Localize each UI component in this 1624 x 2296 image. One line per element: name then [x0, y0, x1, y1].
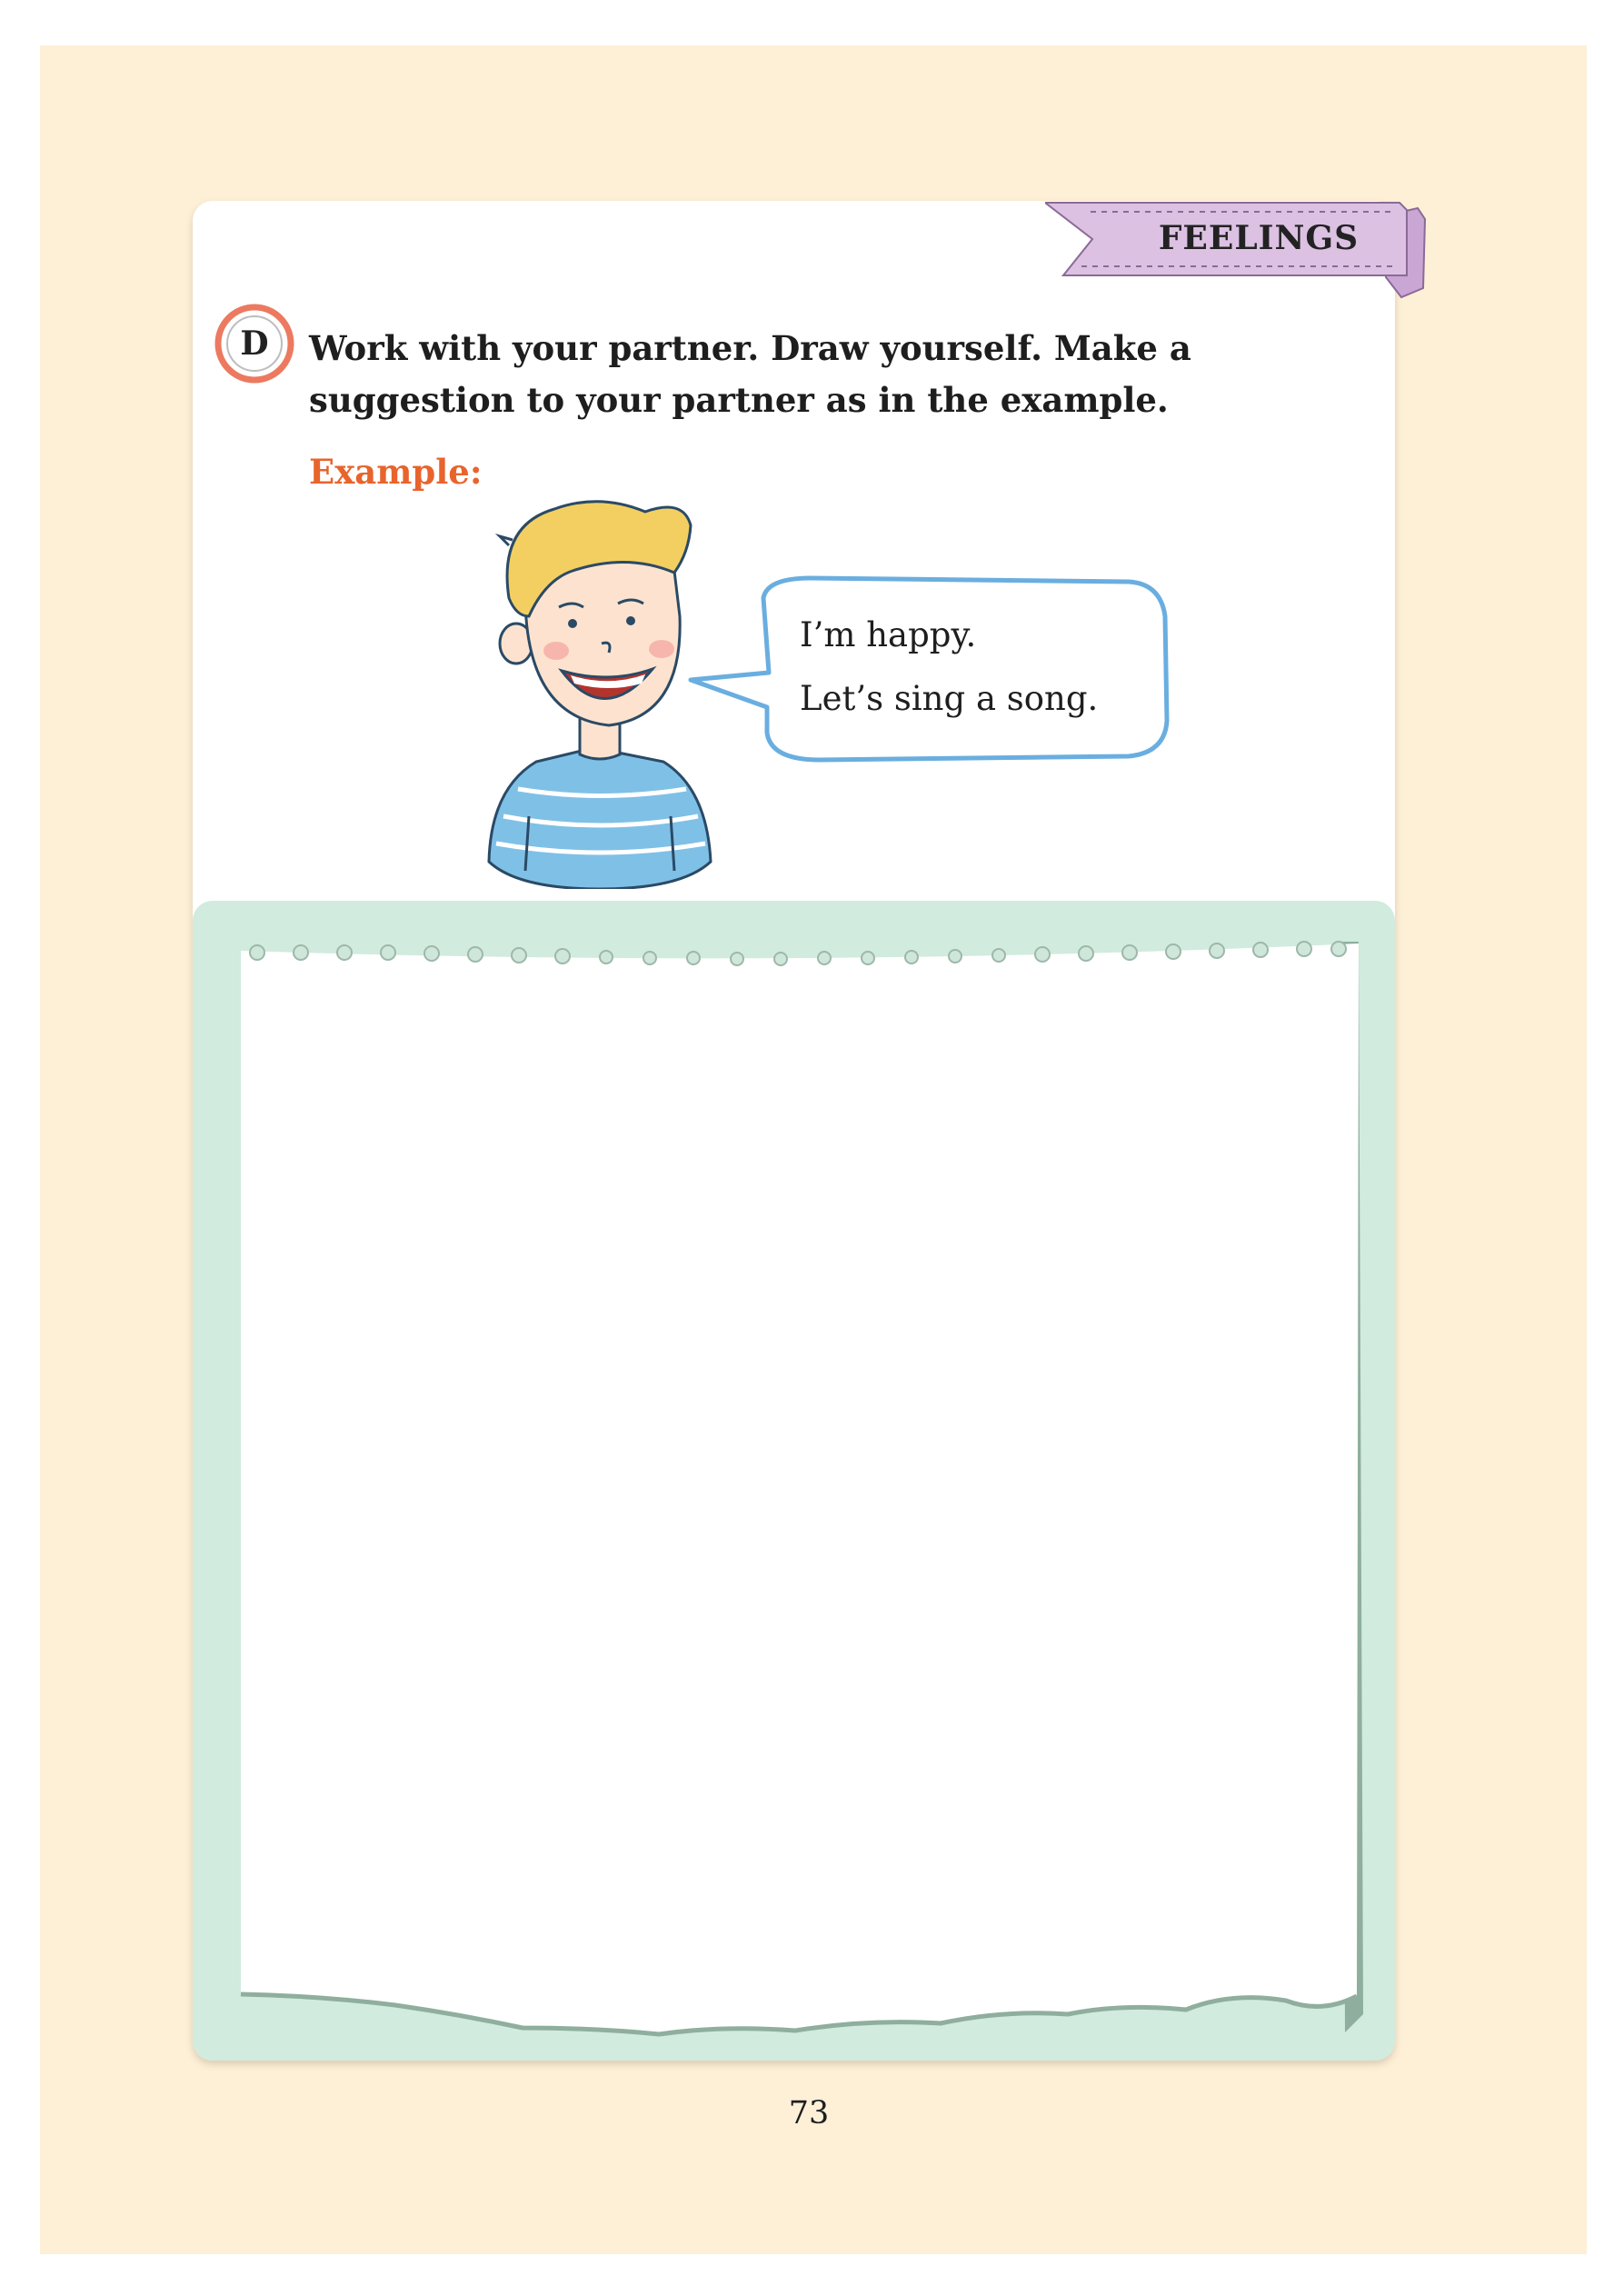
drawing-area[interactable] — [232, 923, 1377, 2060]
speech-bubble — [683, 571, 1174, 771]
bubble-line-2: Let’s sing a song. — [800, 679, 1099, 718]
banner-title: FEELINGS — [1158, 219, 1360, 257]
section-banner — [1045, 197, 1427, 299]
example-label: Example: — [309, 452, 483, 492]
page-number: 73 — [788, 2095, 830, 2131]
exercise-badge — [214, 304, 294, 384]
exercise-instruction: Work with your partner. Draw yourself. Make a suggestion to your partner as in the example. — [309, 328, 1191, 420]
bubble-line-1: I’m happy. — [800, 615, 977, 654]
exercise-letter: D — [240, 324, 269, 363]
